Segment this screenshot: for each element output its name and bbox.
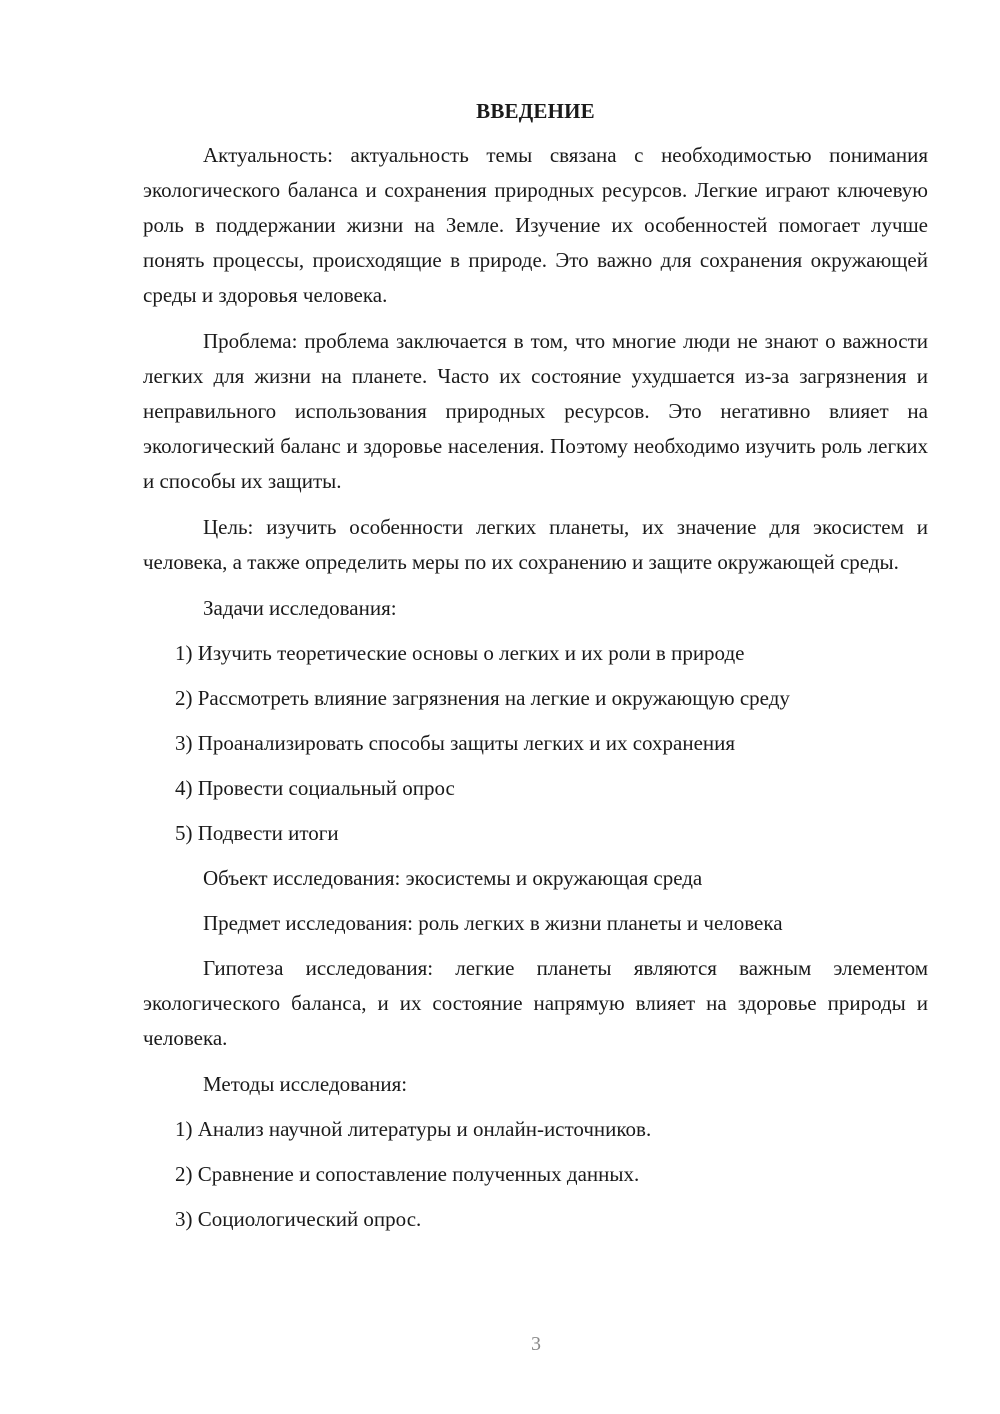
task-item: 2) Рассмотреть влияние загрязнения на легкие и окружающую среду <box>175 686 790 710</box>
goal-paragraph: Цель: изучить особенности легких планеты, их значение для экосистем и человека, а также определить меры по их сохранению и защите окружающей среды. <box>143 515 928 574</box>
task-item: 4) Провести социальный опрос <box>175 776 455 800</box>
document-page <box>143 96 928 1247</box>
methods-heading: Методы исследования: <box>203 1072 408 1096</box>
method-item: 1) Анализ научной литературы и онлайн-источников. <box>175 1117 652 1141</box>
task-item: 3) Проанализировать способы защиты легких и их сохранения <box>175 731 736 755</box>
page-number: 3 <box>531 1333 541 1355</box>
tasks-list <box>143 636 928 851</box>
tasks-heading: Задачи исследования: <box>203 596 397 620</box>
task-item: 1) Изучить теоретические основы о легких и их роли в природе <box>175 641 745 665</box>
hypothesis-paragraph: Гипотеза исследования: легкие планеты являются важным элементом экологического баланса, и их состояние напрямую влияет на здоровье природы и человека. <box>143 956 928 1050</box>
subject-line: Предмет исследования: роль легких в жизни планеты и человека <box>203 911 783 935</box>
relevance-paragraph: Актуальность: актуальность темы связана с необходимостью понимания экологического баланса и сохранения природных ресурсов. Легкие играют ключевую роль в поддержании жизни на Земле. Изучение их особенностей помогает лучше понять процессы, происходящие в природе. Это важно для сохранения окружающей среды и здоровья человека. <box>143 143 928 307</box>
object-line: Объект исследования: экосистемы и окружающая среда <box>203 866 703 890</box>
method-item: 2) Сравнение и сопоставление полученных данных. <box>175 1162 640 1186</box>
task-item: 5) Подвести итоги <box>175 821 339 845</box>
method-item: 3) Социологический опрос. <box>175 1207 422 1231</box>
page-title: ВВЕДЕНИЕ <box>476 99 595 123</box>
problem-paragraph: Проблема: проблема заключается в том, что многие люди не знают о важности легких для жизни на планете. Часто их состояние ухудшается из-за загрязнения и неправильного использования природных ресурсов. Это негативно влияет на экологический баланс и здоровье населения. Поэтому необходимо изучить роль легких и способы их защиты. <box>143 329 928 493</box>
methods-list <box>143 1112 928 1237</box>
